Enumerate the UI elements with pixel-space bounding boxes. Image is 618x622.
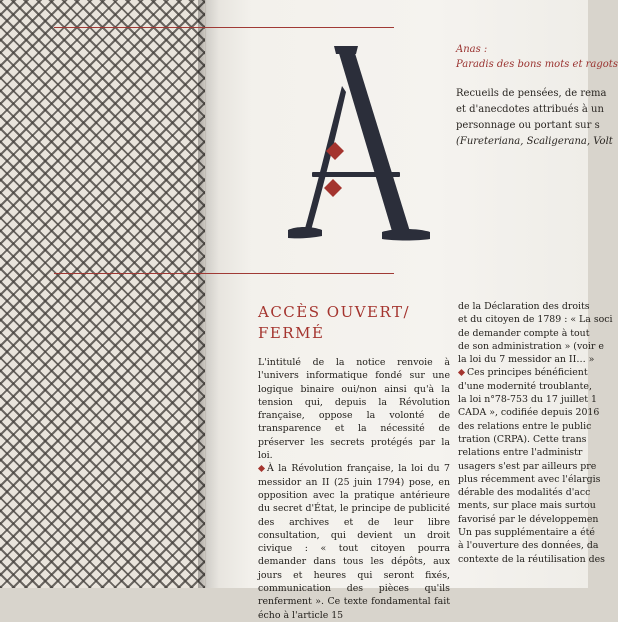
book-gutter-shadow (198, 0, 228, 588)
sidebar-line: Recueils de pensées, de rema (456, 88, 607, 99)
sidebar-description (456, 86, 613, 150)
letter-top-serif (334, 46, 358, 54)
column2-line: relations entre l'administr (458, 447, 583, 459)
column2-line: dérable des modalités d'acc (458, 487, 591, 499)
paragraph-1: L'intitulé de la notice renvoie à l'univers informatique fondé sur une logique binaire oui/non ainsi qu'à la tension qui, depuis la Révolution française, oppose la volonté de transparence et la nécessité de préserver les secrets protégés par la loi. (258, 357, 450, 462)
column2-line: plus récemment avec l'élargis (458, 473, 601, 485)
column2-line: tration (CRPA). Cette trans (458, 433, 587, 445)
letter-left-stroke (304, 86, 346, 234)
body-column-1 (258, 356, 450, 622)
column2-line: et du citoyen de 1789 : « La soci (458, 314, 613, 326)
sidebar-title: Anas : (456, 44, 488, 55)
sidebar-subtitle: Paradis des bons mots et ragots (456, 59, 618, 70)
letter-a-svg (282, 42, 442, 252)
column2-line: la loi n°78-753 du 17 juillet 1 (458, 394, 598, 406)
body-column-2 (458, 300, 613, 566)
column2-line: contexte de la réutilisation des (458, 553, 605, 565)
column2-line: Un pas supplémentaire a été (458, 527, 595, 539)
column2-line-marked (458, 366, 598, 379)
column2-line: Ces principes bénéficient (467, 367, 588, 379)
section-rule (54, 273, 394, 274)
paragraph-2-wrap (258, 462, 450, 622)
sidebar-line: (Fureteriana, Scaligerana, Volt (456, 136, 613, 147)
column2-line: la loi du 7 messidor an II… » (458, 354, 595, 366)
letter-right-foot (382, 229, 430, 241)
column2-line: de la Déclaration des droits (458, 301, 590, 312)
column2-line: à l'ouverture des données, da (458, 540, 599, 552)
letter-right-stroke (338, 50, 412, 238)
heading-line-1: ACCÈS OUVERT/ (258, 303, 411, 321)
ornamental-letter-a (282, 42, 442, 252)
letter-crossbar (312, 172, 400, 177)
top-rule (54, 27, 394, 28)
lower-red-diamond (324, 179, 342, 197)
sidebar-entry-title (456, 42, 618, 72)
sidebar-line: et d'anecdotes attribués à un (456, 104, 604, 115)
paragraph-marker-icon (258, 465, 265, 472)
column2-line: de demander compte à tout (458, 327, 590, 339)
heading-line-2: FERMÉ (258, 324, 325, 342)
paragraph-marker-icon (458, 369, 465, 376)
column2-line: favorisé par le développemen (458, 513, 599, 525)
entry-heading (258, 302, 410, 344)
column2-line: ments, sur place mais surtou (458, 500, 596, 512)
column2-line: de son administration » (voir e (458, 340, 604, 352)
column2-line: usagers s'est par ailleurs pre (458, 460, 597, 472)
facing-page-pattern (0, 0, 205, 588)
sidebar-line: personnage ou portant sur s (456, 120, 600, 131)
letter-left-foot (288, 227, 322, 238)
column2-line: CADA », codifiée depuis 2016 (458, 407, 600, 419)
column2-line: des relations entre le public (458, 420, 592, 432)
paragraph-2: À la Révolution française, la loi du 7 messidor an II (25 juin 1794) pose, en opposition avec la pratique antérieure du secret d'État, le principe de publicité des archives et de leur libre consultation, qui devient un droit civique : « tout citoyen pourra demander dans tous les dépôts, aux jours et heures qui seront fixés, communication des pièces qu'ils renferment ». Ce texte fondamental fait écho à l'article 15 (258, 463, 450, 621)
column2-line: d'une modernité troublante, (458, 380, 592, 392)
